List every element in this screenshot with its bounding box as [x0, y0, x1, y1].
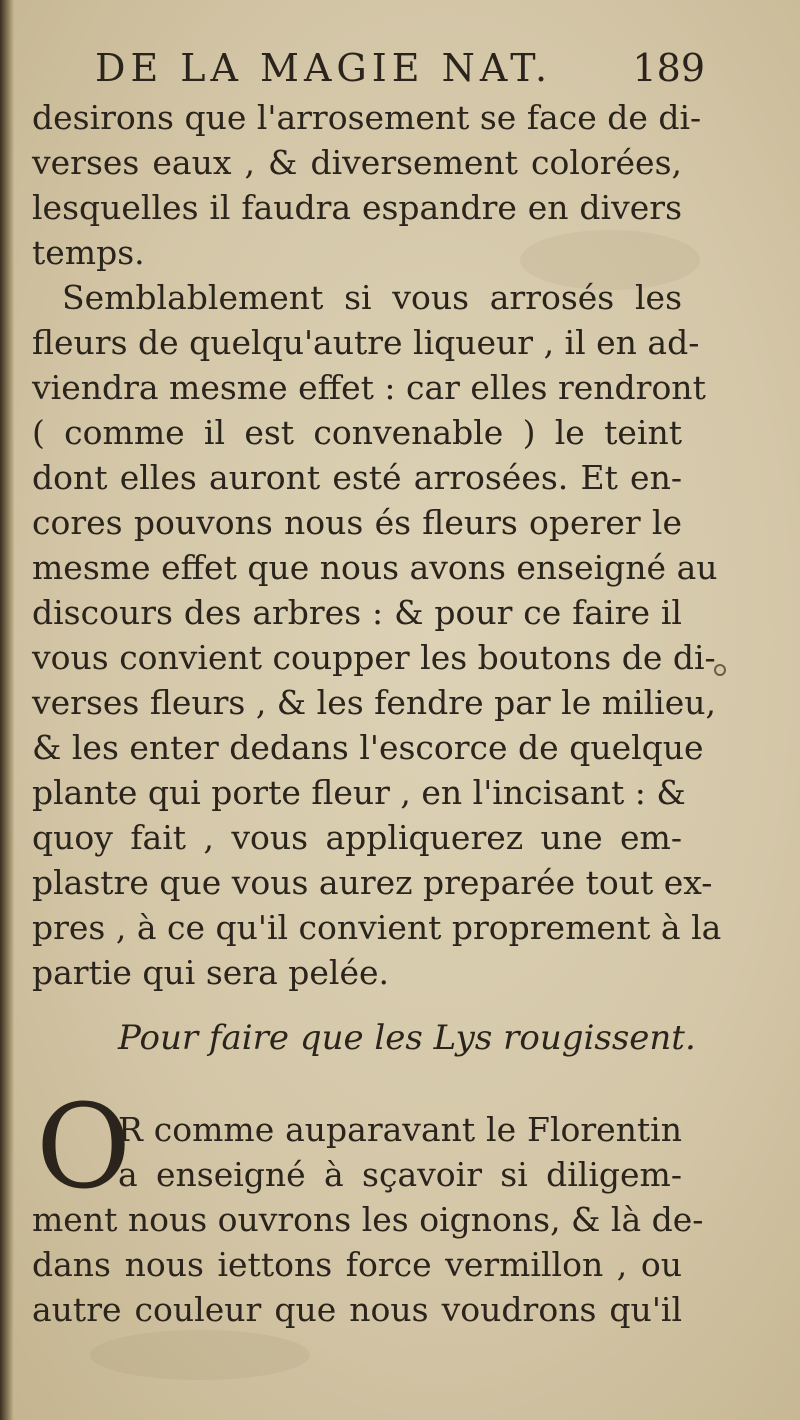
- text-line: desirons que l'arrosement se face de di-: [32, 98, 702, 137]
- text-line: mesme effet que nous avons enseigné au: [32, 548, 718, 587]
- text-line: fleurs de quelqu'autre liqueur , il en ad-: [32, 323, 700, 362]
- text-line: dont elles auront esté arrosées. Et en-: [32, 458, 682, 497]
- text-line: & les enter dedans l'escorce de quelque: [32, 728, 704, 767]
- text-line: verses fleurs , & les fendre par le milieu,: [32, 683, 716, 722]
- paper-stain: [90, 1330, 310, 1380]
- text-line: plante qui porte fleur , en l'incisant : &: [32, 773, 686, 812]
- binding-gutter: [0, 0, 14, 1420]
- text-line: quoy fait , vous appliquerez une em-: [32, 818, 682, 857]
- text-line: R comme auparavant le Florentin: [118, 1110, 682, 1149]
- section-heading: Pour faire que les Lys rougissent.: [118, 1018, 696, 1058]
- running-head-title: DE LA MAGIE NAT.: [95, 46, 553, 90]
- text-line: viendra mesme effet : car elles rendront: [32, 368, 706, 407]
- text-line: partie qui sera pelée.: [32, 953, 389, 992]
- running-head: [95, 40, 705, 92]
- text-line: autre couleur que nous voudrons qu'il: [32, 1290, 682, 1329]
- page-number: 189: [632, 46, 705, 90]
- text-line: verses eaux , & diversement colorées,: [32, 143, 682, 182]
- text-line: Semblablement si vous arrosés les: [62, 278, 682, 317]
- text-line: a enseigné à sçavoir si diligem-: [118, 1155, 682, 1194]
- text-line: ment nous ouvrons les oignons, & là de-: [32, 1200, 704, 1239]
- text-line: discours des arbres : & pour ce faire il: [32, 593, 682, 632]
- drop-capital: O: [36, 1080, 132, 1215]
- text-line: vous convient coupper les boutons de di-: [32, 638, 716, 677]
- text-line: cores pouvons nous és fleurs operer le: [32, 503, 682, 542]
- text-line: ( comme il est convenable ) le teint: [32, 413, 682, 452]
- text-line: plastre que vous aurez preparée tout ex-: [32, 863, 713, 902]
- text-line: temps.: [32, 233, 145, 272]
- text-line: dans nous iettons force vermillon , ou: [32, 1245, 682, 1284]
- margin-mark: [714, 664, 726, 676]
- text-line: pres , à ce qu'il convient proprement à la: [32, 908, 722, 947]
- text-line: lesquelles il faudra espandre en divers: [32, 188, 682, 227]
